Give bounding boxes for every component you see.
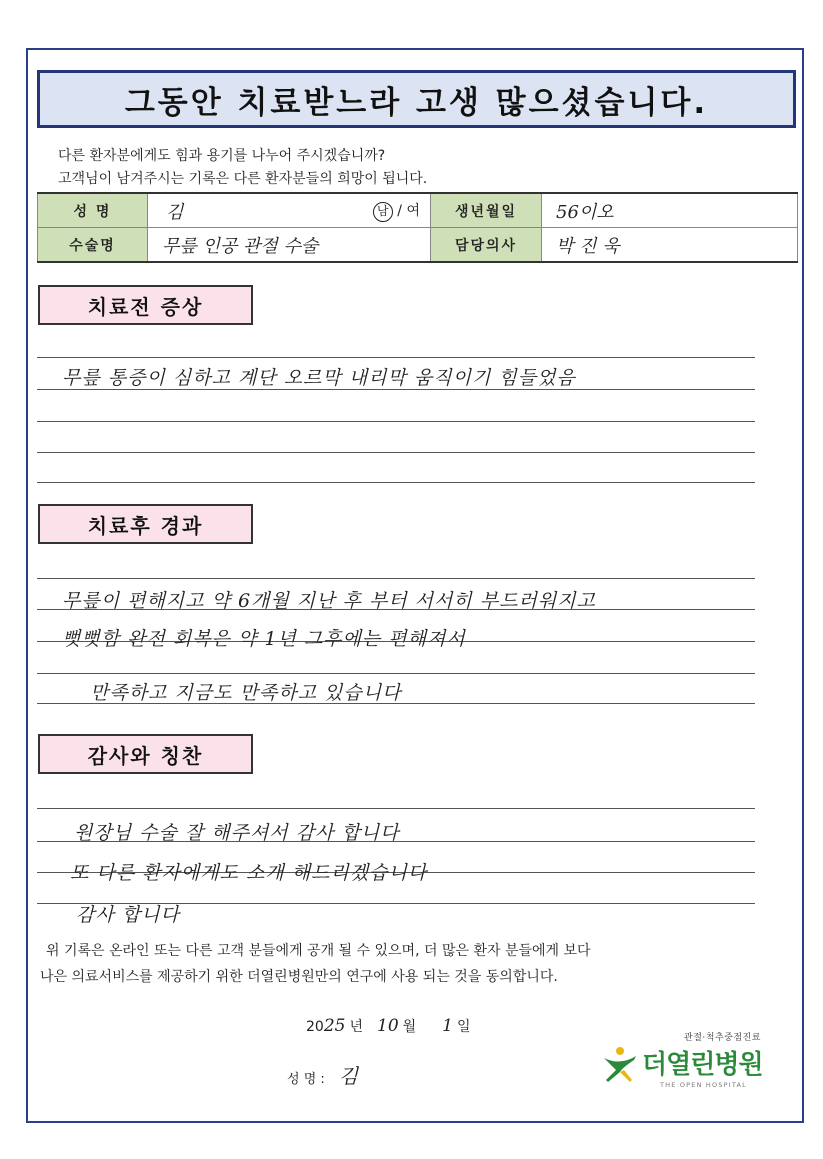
doctor-label: 담당의사 <box>431 228 542 263</box>
hospital-logo <box>598 1030 788 1098</box>
name-label: 성 명 <box>38 193 148 228</box>
date-day-value: 1 <box>442 1016 453 1036</box>
doctor-cell <box>542 228 798 263</box>
consent-line-1: 위 기록은 온라인 또는 다른 고객 분들에게 공개 될 수 있으며, 더 많은 환자 분들에게 보다 <box>46 943 591 959</box>
date-year-value: 25 <box>323 1016 346 1036</box>
signature-label: 성 명 : <box>287 1072 325 1087</box>
logo-figure-icon <box>598 1042 642 1086</box>
date-year-prefix: 20 <box>306 1019 324 1035</box>
ruled-line <box>37 357 755 358</box>
gender-field <box>373 200 420 222</box>
date-day-unit: 일 <box>457 1019 471 1035</box>
after-text-line-1: 무릎이 편해지고 약 6개월 지난 후 부터 서서히 부드러워지고 <box>62 590 596 612</box>
doctor-value: 박 진 욱 <box>556 235 620 257</box>
ruled-line <box>37 482 755 483</box>
surgery-cell <box>148 228 431 263</box>
after-text-line-3: 만족하고 지금도 만족하고 있습니다 <box>90 682 402 704</box>
consent-line-2: 나은 의료서비스를 제공하기 위한 더열린병원만의 연구에 사용 되는 것을 동의합니다. <box>40 969 558 985</box>
logo-subtitle: THE OPEN HOSPITAL <box>660 1081 748 1089</box>
ruled-line <box>37 673 755 674</box>
title-bar <box>37 70 796 128</box>
ruled-line <box>37 421 755 422</box>
surgery-label: 수술명 <box>38 228 148 263</box>
date-year-unit: 년 <box>349 1019 363 1035</box>
signature-field <box>287 1060 358 1089</box>
birth-label: 생년월일 <box>431 193 542 228</box>
logo-tagline: 관절·척추중점진료 <box>684 1033 761 1043</box>
ruled-line <box>37 808 755 809</box>
surgery-value: 무릎 인공 관절 수술 <box>162 235 319 257</box>
gender-male-circled: 남 <box>373 202 393 222</box>
after-text-line-2: 뻣뻣함 완전 회복은 약 1년 그후에는 편해져서 <box>62 628 466 650</box>
name-value: 김 <box>166 201 184 223</box>
signature-value: 김 <box>338 1064 359 1088</box>
name-cell <box>148 193 431 228</box>
thanks-text-line-2: 또 다른 환자에게도 소개 해드리겠습니다 <box>70 862 428 884</box>
ruled-line <box>37 578 755 579</box>
birth-value: 56이오 <box>556 201 614 223</box>
intro-line-2: 고객님이 남겨주시는 기록은 다른 환자분들의 희망이 됩니다. <box>58 171 428 187</box>
ruled-line <box>37 452 755 453</box>
page-title: 그동안 치료받느라 고생 많으셨습니다. <box>124 84 709 121</box>
patient-info-table <box>37 192 798 263</box>
date-field <box>306 1016 471 1036</box>
gender-female: / 여 <box>397 202 420 219</box>
section-thanks-heading: 감사와 칭찬 <box>38 734 253 774</box>
birth-cell <box>542 193 798 228</box>
thanks-text-line-1: 원장님 수술 잘 해주셔서 감사 합니다 <box>74 822 400 844</box>
logo-name: 더열린병원 <box>642 1050 763 1080</box>
date-month-value: 10 <box>377 1016 399 1036</box>
thanks-text-line-3: 감사 합니다 <box>76 904 180 926</box>
date-month-unit: 월 <box>402 1019 417 1035</box>
intro-line-1: 다른 환자분에게도 힘과 용기를 나누어 주시겠습니까? <box>58 148 386 164</box>
before-text-line-1: 무릎 통증이 심하고 계단 오르막 내리막 움직이기 힘들었음 <box>62 367 576 389</box>
section-before-heading: 치료전 증상 <box>38 285 253 325</box>
section-after-heading: 치료후 경과 <box>38 504 253 544</box>
